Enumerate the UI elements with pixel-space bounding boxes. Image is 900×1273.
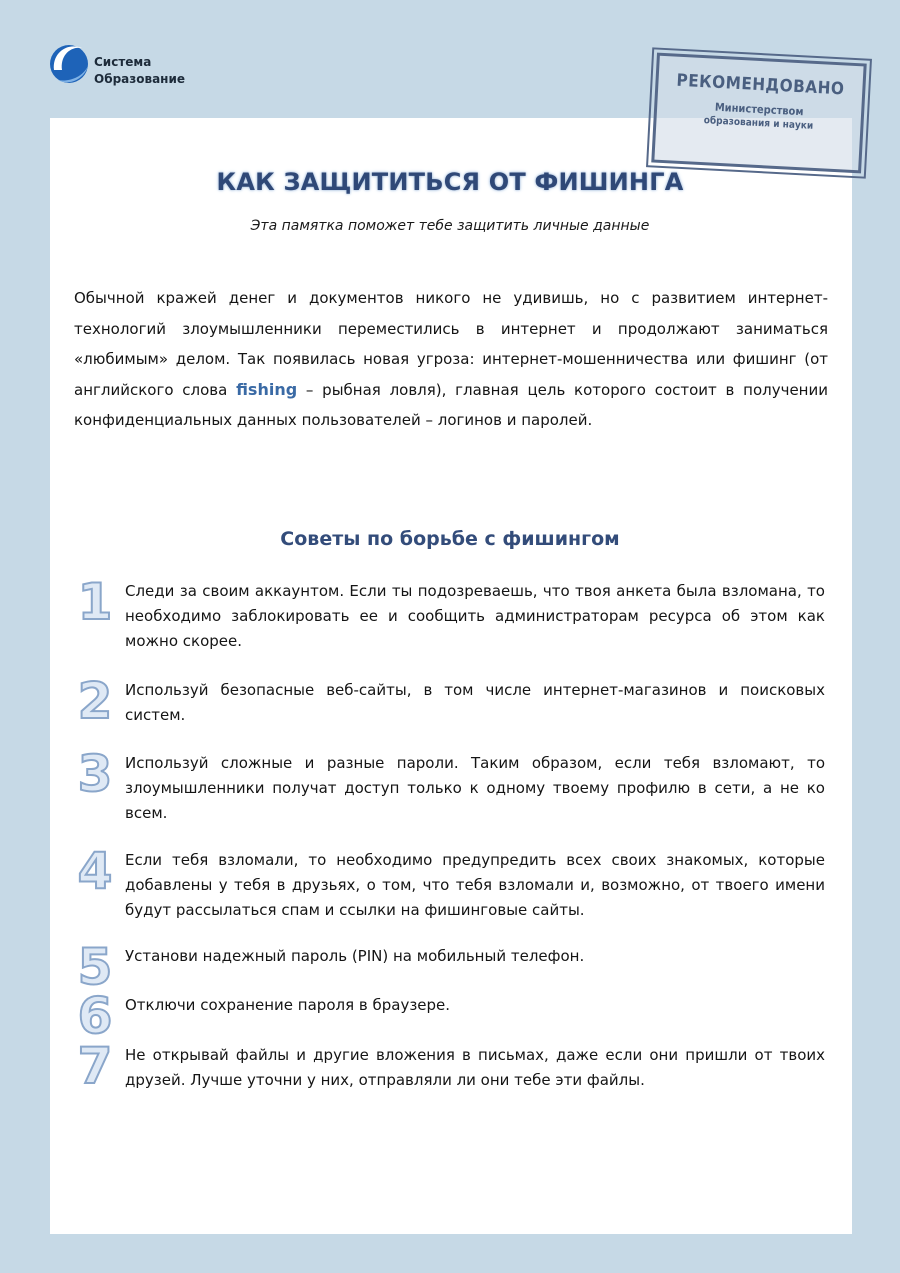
globe-swirl-icon xyxy=(48,40,92,88)
tip-number-3: 3 xyxy=(77,745,113,803)
page-subtitle: Эта памятка поможет тебе защитить личные данные xyxy=(250,218,650,234)
tip-text-7: Не открывай файлы и другие вложения в письмах, даже если они пришли от твоих друзей. Лучше уточни у них, отправляли ли они тебе эти файлы. xyxy=(125,1046,825,1089)
stamp-line-1: РЕКОМЕНДОВАНО xyxy=(676,70,845,100)
tip-text-3: Используй сложные и разные пароли. Таким образом, если тебя взломают, то злоумышленники получат доступ только к одному твоему профилю в сети, а не ко всем. xyxy=(125,754,825,822)
tip-text-2: Используй безопасные веб-сайты, в том числе интернет-магазинов и поисковых систем. xyxy=(125,681,825,724)
tip-text-5: Установи надежный пароль (PIN) на мобильный телефон. xyxy=(125,947,585,965)
tip-number-1: 1 xyxy=(77,573,113,631)
tip-number-4: 4 xyxy=(77,842,113,900)
tips-heading: Советы по борьбе с фишингом xyxy=(280,528,620,550)
intro-text-after: – рыбная ловля), главная цель которого состоит в получении конфиденциальных данных пользователей – логинов и паролей. xyxy=(74,380,828,429)
tip-text-4: Если тебя взломали, то необходимо предупредить всех своих знакомых, которые добавлены у тебя в друзьях, о том, что тебя взломали и, возможно, от твоего имени будут рассылаться спам и ссылки на фишинговые сайты. xyxy=(125,851,825,919)
stamp-line-3: образования и науки xyxy=(703,115,814,132)
tip-text-1: Следи за своим аккаунтом. Если ты подозреваешь, что твоя анкета была взломана, то необходимо заблокировать ее и сообщить администраторам ресурса об этом как можно скорее. xyxy=(125,582,825,650)
recommended-stamp xyxy=(651,53,866,174)
tip-number-6: 6 xyxy=(77,987,113,1045)
logo-line-2: Образование xyxy=(94,72,186,86)
page-title: КАК ЗАЩИТИТЬСЯ ОТ ФИШИНГА xyxy=(216,168,684,196)
tip-number-7: 7 xyxy=(77,1037,113,1095)
intro-highlight-word: fishing xyxy=(236,379,298,399)
logo-line-1: Система xyxy=(94,55,152,69)
tip-text-6: Отключи сохранение пароля в браузере. xyxy=(125,996,451,1014)
intro-text-before: Обычной кражей денег и документов никого не удивишь, но с развитием интернет-технологий злоумышленники переместились в интернет и продолжают заниматься «любимым» делом. Так появилась новая угроза: интернет-мошенничества или фишинг (от английского слова xyxy=(74,289,828,399)
stamp-line-2: Министерством xyxy=(714,100,804,119)
intro-paragraph xyxy=(74,283,828,436)
tip-number-2: 2 xyxy=(77,672,113,730)
tip-number-5: 5 xyxy=(77,938,113,996)
logo xyxy=(48,40,208,90)
